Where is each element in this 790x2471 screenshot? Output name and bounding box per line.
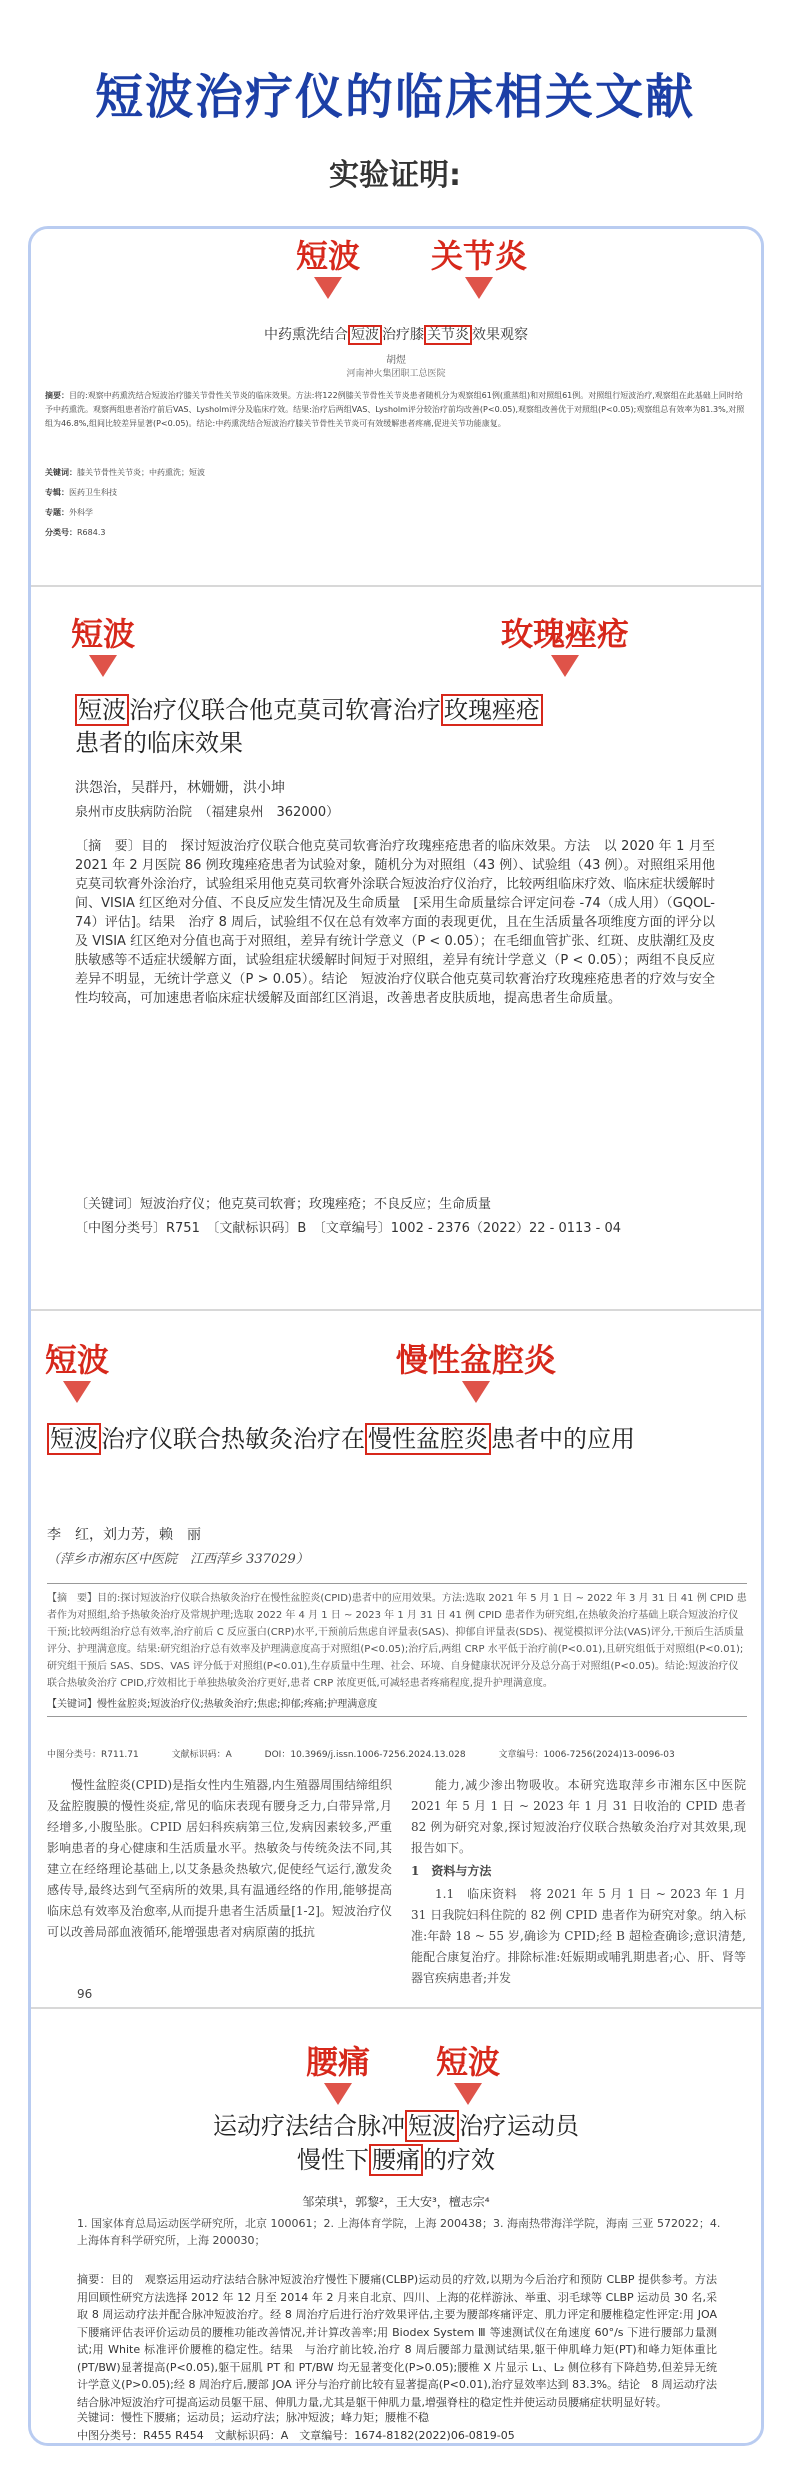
title-part: 治疗仪联合他克莫司软膏治疗 [129,696,441,724]
tag-text: 腰痛 [306,2043,371,2081]
paper-card-1 [31,229,761,585]
arrow-down-icon [63,1381,91,1403]
paper-abstract: 〔摘 要〕目的 探讨短波治疗仪联合他克莫司软膏治疗玫瑰痤疮患者的临床效果。方法 以 2020 年 1 月至 2021 年 2 月医院 86 例玫瑰痤疮患者为试验对象，随机分为对照组（43 例）、试验组（43 例）。对照组采用他克莫司软膏外涂治疗，试验组采用他克莫司软膏外涂联合短波治疗仪治疗，比较两组临床疗效、临床症状缓解时间、VISIA 红区绝对分值、不良反应发生情况及生命质量 [采用生命质量综合评定问卷 -74（成人用）（GQOL-74）评估]。结果 治疗 8 周后，试验组不仅在总有效率方面的表现更优，且在生活质量各项维度方面的评分以及 VISIA 红区绝对分值也高于对照组，差异有统计学意义（P < 0.05）；在毛细血管扩张、红斑、皮肤潮红及皮肤敏感等不适症状缓解方面，试验组症状缓解时间短于对照组，差异有统计学意义（P < 0.05）；两组不良反应差异不明显，无统计学意义（P > 0.05）。结论 短波治疗仪联合他克莫司软膏治疗玫瑰痤疮患者的疗效与安全性均较高，可加速患者临床症状缓解及面部红区消退，改善患者皮肤质地，提高患者生命质量。 [75,839,715,1006]
paper-card-2 [31,587,761,1309]
body-paragraph: 能力,减少渗出物吸收。本研究选取萍乡市湘东区中医院 2021 年 5 月 1 日 ~ 2023 年 1 月 31 日收治的 CPID 患者 82 例为研究对象,探讨短波治疗仪联合热敏灸治疗对其效果,现报告如下。 [411,1778,746,1855]
abstract-label: 摘要： [45,391,69,400]
meta-label: 分类号： [45,528,77,537]
paper-authors: 洪怨治，吴群丹，林姗姗，洪小坤 [75,780,285,796]
title-part: 治疗仪联合热敏灸治疗在 [101,1425,365,1453]
title-part: 治疗膝 [382,327,424,343]
paper-journal [45,487,645,498]
classification: 中图分类号：R711.71 [47,1750,139,1760]
paper-organization: （萍乡市湘东区中医院 江西萍乡 337029） [47,1552,309,1567]
keyword-tag-backpain [306,2037,370,2083]
meta-label: 专题： [45,508,69,517]
paper-abstract: 摘要：目的 观察运用运动疗法结合脉冲短波治疗慢性下腰痛(CLBP)运动员的疗效,以期为今后治疗和预防 CLBP 提供参考。方法 用回顾性研究方法选择 2012 年 12 月至 2014 年 2 月来自北京、四川、上海的花样游泳、举重、羽毛球等 CLBP 运动员 30 名,采取 8 周运动疗法并配合脉冲短波治疗。经 8 周治疗后进行治疗效果评估,主要为腰部疼痛评定、肌力评定和腰椎稳定性评定:用 JOA 下腰痛评估表评价运动员的腰椎功能改善情况,并计算改善率;用 Biodex System Ⅲ 等速测试仪在角速度 60°/s 下进行腰部力量测试;用 White 标准评价腰椎的稳定性。结果 与治疗前比较,治疗 8 周后腰部力量测试结果,躯干伸肌峰力矩(PT)和峰力矩体重比(PT/BW)显著提高(P<0.05),躯干屈肌 PT 和 PT/BW 均无显著变化(P>0.05);腰椎 X 片显示 L₁、L₂ 侧位移有下降趋势,但差异无统计学意义(P>0.05);经 8 周治疗后,腰部 JOA 评分与治疗前比较有显著提高(P<0.01),治疗显效率达到 83.3%。结论 8 周运动疗法结合脉冲短波治疗可提高运动员躯干屈、伸肌力量,尤其是躯干伸肌力量,增强脊柱的稳定性并使运动员腰痛症状明显好转。 [77,2273,728,2409]
title-part: 患者中的应用 [491,1425,635,1453]
page-number: 96 [77,1987,93,2001]
doi: DOI：10.3969/j.issn.1006-7256.2024.13.028 [264,1750,466,1760]
tag-text: 玫瑰痤疮 [501,615,630,653]
title-part: 患者的临床效果 [75,729,243,757]
article-number: 文章编号：1006-7256(2024)13-0096-03 [498,1750,675,1760]
paper-classification: 中图分类号：R455 R454 文献标识码：A 文章编号：1674-8182(2022)06-0819-05 [77,2429,515,2442]
title-part: 治疗运动员 [459,2112,579,2140]
tag-text: 短波 [296,237,361,275]
abstract-text: 目的:观察中药熏洗结合短波治疗膝关节骨性关节炎的临床效果。方法:将122例膝关节骨性关节炎患者随机分为观察组61例(熏蒸组)和对照组61例。对照组行短波治疗,观察组在此基础上同时给予中药熏洗。观察两组患者治疗前后VAS、Lysholm评分及临床疗效。结果:治疗后两组VAS、Lysholm评分较治疗前均改善(P<0.05),观察组改善优于对照组(P<0.05);观察组总有效率为81.3%,对照组为46.8%,组间比较差异显著(P<0.05)。结论:中药熏洗结合短波治疗膝关节骨性关节炎可有效缓解患者疼痛,促进关节功能康复。 [45,391,745,428]
keyword-tag-pid [396,1335,556,1381]
tag-text: 短波 [45,1341,110,1379]
highlighted-term: 关节炎 [424,325,472,345]
paper-organization: 泉州市皮肤病防治院 （福建泉州 362000） [75,805,340,820]
highlighted-term: 短波 [47,1423,101,1455]
keyword-tag-shortwave [296,231,360,277]
paper-card-3 [31,1311,761,2007]
paper-subject [45,507,645,518]
tag-text: 慢性盆腔炎 [396,1341,557,1379]
title-part: 慢性下 [297,2146,369,2174]
highlighted-term: 慢性盆腔炎 [365,1423,491,1455]
title-part: 的疗效 [423,2146,495,2174]
highlighted-term: 短波 [405,2110,459,2142]
keyword-tag-rosacea [501,609,629,655]
highlighted-term: 腰痛 [369,2144,423,2176]
paper-authors: 李 红，刘力芳，赖 丽 [47,1527,201,1543]
highlighted-term: 短波 [348,325,382,345]
paper-card-4 [31,2009,761,2445]
title-part: 运动疗法结合脉冲 [213,2112,405,2140]
abstract-box [47,1583,747,1717]
meta-value: R684.3 [77,528,106,537]
paper-abstract: 【摘 要】目的:探讨短波治疗仪联合热敏灸治疗在慢性盆腔炎(CPID)患者中的应用效果。方法:选取 2021 年 5 月 1 日 ~ 2022 年 3 月 31 日 41 例 CPID 患者作为对照组,给予热敏灸治疗及常规护理;选取 2022 年 4 月 1 日 ~ 2023 年 1 月 31 日 41 例 CPID 患者作为研究组,在热敏灸治疗基础上联合短波治疗仪干预;比较两组治疗总有效率,治疗前后 C 反应蛋白(CRP)水平,干预前后焦虑自评量表(SAS)、抑郁自评量表(SDS)、视觉模拟评分法(VAS)评分,干预后生活质量评分、护理满意度。结果:研究组治疗总有效率及护理满意度高于对照组(P<0.05);治疗后,两组 CRP 水平低于治疗前(P<0.01),且研究组低于对照组(P<0.01);研究组干预后 SAS、SDS、VAS 评分低于对照组(P<0.01),生存质量中生理、社会、环境、自身健康状况评分及总分高于对照组(P<0.05)。结论:短波治疗仪联合热敏灸治疗 CPID,疗效相比于单独热敏灸治疗更好,患者 CRP 浓度更低,可减轻患者疼痛程度,提升护理满意度。 [47,1593,747,1689]
paper-keywords: 【关键词】慢性盆腔炎;短波治疗仪;热敏灸治疗;焦虑;抑郁;疼痛;护理满意度 [47,1699,378,1710]
arrow-down-icon [465,277,493,299]
paper-abstract [45,389,745,431]
body-paragraph: 1.1 临床资料 将 2021 年 5 月 1 日 ~ 2023 年 1 月 31 日我院妇科住院的 82 例 CPID 患者作为研究对象。纳入标准:年龄 18 ~ 55 岁,确诊为 CPID;经 B 超检查确诊;意识清楚,能配合康复治疗。排除标准:妊娠期或哺乳期患者;心、肝、肾等器官疾病患者;并发 [411,1887,746,1985]
document-code: 文献标识码：A [171,1750,232,1760]
paper-title [31,2109,761,2177]
section-heading: 1 资料与方法 [411,1864,492,1878]
paper-keywords [45,467,645,478]
highlighted-term: 玫瑰痤疮 [441,694,543,726]
paper-authors: 邹荣琪¹，郭黎²，王大安³，檀志宗⁴ [302,2195,490,2209]
paper-keywords: 关键词：慢性下腰痛；运动员；运动疗法；脉冲短波；峰力矩；腰椎不稳 [77,2411,429,2424]
tag-text: 短波 [71,615,136,653]
paper-classification [45,527,645,538]
header [0,0,790,230]
highlighted-term: 短波 [75,694,129,726]
keyword-tag-arthritis [431,231,527,277]
arrow-down-icon [462,1381,490,1403]
literature-frame [28,226,764,2446]
arrow-down-icon [89,655,117,677]
paper-organization: 河南神火集团职工总医院 [346,369,446,379]
meta-value: 医药卫生科技 [69,488,117,497]
meta-value: 膝关节骨性关节炎；中药熏洗；短波 [77,468,205,477]
paper-author: 胡煜 [386,355,406,366]
arrow-down-icon [324,2083,352,2105]
meta-label: 关键词： [45,468,77,477]
body-column-left: 慢性盆腔炎(CPID)是指女性内生殖器,内生殖器周围结缔组织及盆腔腹膜的慢性炎症,常见的临床表现有腰身乏力,白带异常,月经增多,小腹坠胀。CPID 居妇科疾病第三位,发病因素较多,严重影响患者的身心健康和生活质量水平。热敏灸与传统灸法不同,其建立在经络理论基础上,以艾条悬灸热敏穴,促使经气运行,激发灸感传导,最终达到气至病所的效果,具有温通经络的作用,能够提高临床总有效率及治愈率,从而提升患者生活质量[1-2]。短波治疗仪可以改善局部血液循环,能增强患者对病原菌的抵抗 [47,1778,392,1939]
paper-title [31,324,761,344]
page-subtitle: 实验证明: [329,158,461,193]
body-column-right [411,1775,746,1989]
keyword-tag-shortwave [45,1335,109,1381]
title-part: 效果观察 [472,327,528,343]
paper-title [47,1419,737,1459]
paper-keywords: 〔关键词〕短波治疗仪；他克莫司软膏；玫瑰痤疮；不良反应；生命质量 [75,1197,492,1212]
arrow-down-icon [454,2083,482,2105]
meta-value: 外科学 [69,508,93,517]
arrow-down-icon [551,655,579,677]
title-part: 中药熏洗结合 [264,327,348,343]
tag-text: 短波 [436,2043,501,2081]
paper-classification: 〔中图分类号〕R751 〔文献标识码〕B 〔文章编号〕1002 - 2376（2022）22 - 0113 - 04 [75,1221,622,1236]
keyword-tag-shortwave [71,609,135,655]
arrow-down-icon [314,277,342,299]
page-title: 短波治疗仪的临床相关文献 [94,69,695,125]
paper-meta [47,1747,747,1760]
paper-organization: 1. 国家体育总局运动医学研究所，北京 100061；2. 上海体育学院，上海 200438；3. 海南热带海洋学院，海南 三亚 572022；4. 上海体育科学研究所，上海 200030； [77,2217,721,2247]
tag-text: 关节炎 [431,237,528,275]
meta-label: 专辑： [45,488,69,497]
keyword-tag-shortwave [436,2037,500,2083]
paper-title [75,694,715,760]
